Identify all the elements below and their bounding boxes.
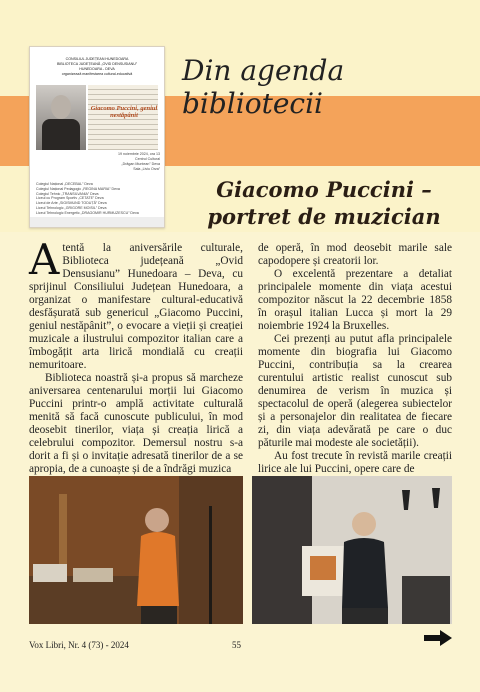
paragraph: Au fost trecute în revistă marile creații lirice ale lui Puccini, opere care de bbox=[258, 450, 452, 475]
poster-header-line: HUNEDOARA - DEVA bbox=[79, 67, 115, 71]
article-title: Giacomo Puccini – portret de muzician bbox=[207, 177, 441, 229]
event-photo-speaker bbox=[29, 476, 243, 624]
poster-info bbox=[90, 152, 160, 172]
poster-title: Giacomo Puccini, geniul nestăpânit bbox=[90, 105, 158, 119]
poster-header-line: CONSILIUL JUDEȚEAN HUNEDOARA bbox=[65, 57, 129, 61]
poster-school: Liceul Tehnologic „GRIGORE MOISIL” Deva bbox=[36, 205, 107, 210]
article-column-right bbox=[258, 242, 452, 476]
puccini-portrait bbox=[36, 85, 86, 150]
poster-school-list bbox=[36, 182, 158, 216]
paragraph: Cei prezenți au putut afla principalele momente din biografia lui Giacomo Puccini, contribuția sa la crearea curentului artistic realist cunoscut sub denumirea de verism în muzica și spectacolul de operă (alegerea subiectelor și a personajelor din realitatea de fiecare zi, din viața adevărată pe care o duc păturile mai modeste ale societății). bbox=[258, 333, 452, 449]
paragraph: O excelentă prezentare a detaliat principalele momente din viața acestui compozitor născut la 22 decembrie 1858 în orașul italian Lucca și mort la 29 noiembrie 1924 la Bruxelles. bbox=[258, 268, 452, 332]
section-title: Din agenda bibliotecii bbox=[182, 54, 345, 120]
next-page-arrow-icon[interactable] bbox=[424, 630, 452, 646]
paragraph-text: tentă la aniversările culturale, Biblioteca județeană „Ovid Densusianu” Hunedoara – Deva, cu sprijinul Consiliului Județean Hunedoara, a organizat o manifestare cultural-educativă desfășurată sub genericul „Giacomo Puccini, geniul nestăpânit”, o evocare a vieții și creației muzicale a ilustrului compozitor italian care a îmbogățit arta lirică mondială cu creații nemuritoare. bbox=[29, 242, 243, 371]
paragraph bbox=[29, 235, 243, 372]
drop-cap: A bbox=[29, 235, 60, 284]
article-column-left bbox=[29, 235, 243, 476]
poster-sponsor-strip bbox=[30, 217, 164, 227]
event-photo-presenter bbox=[252, 476, 452, 624]
page-number: 55 bbox=[232, 640, 241, 650]
poster-info-line: „Drăgan Muntean” Deva bbox=[121, 162, 160, 166]
poster-header-line: organizează manifestarea cultural-educativă bbox=[61, 72, 133, 76]
poster-school: Liceul Tehnologic Energetic „DRAGOMIR HURMUZESCU” Deva bbox=[36, 210, 139, 215]
paragraph: de operă, în mod deosebit marile sale capodopere și creatorii lor. bbox=[258, 242, 452, 267]
poster-school: Liceul cu Program Sportiv „CETATE” Deva bbox=[36, 196, 104, 201]
poster-info-line: Centrul Cultural bbox=[135, 157, 160, 161]
poster-school: Liceul de Arte „SIGISMUND TODUȚĂ” Deva bbox=[36, 201, 107, 206]
poster-header-line: BIBLIOTECA JUDEȚEANĂ „OVID DENSUSIANU” bbox=[56, 62, 138, 66]
poster-school: Colegiul Tehnic „TRANSILVANIA” Deva bbox=[36, 191, 99, 196]
poster-header bbox=[30, 47, 164, 77]
poster-info-line: Sala „Liviu Orza” bbox=[133, 167, 160, 171]
event-poster bbox=[29, 46, 165, 228]
poster-school: Colegiul Național Pedagogic „REGINA MARIA” Deva bbox=[36, 186, 120, 191]
poster-school: Colegiul Național „DECEBAL” Deva bbox=[36, 182, 93, 186]
magazine-footer: Vox Libri, Nr. 4 (73) - 2024 bbox=[29, 640, 129, 650]
paragraph: Biblioteca noastră și-a propus să marcheze aniversarea centenarului morții lui Giacomo Puccini printr-o amplă activitate culturală menită să facă cunoscute publicului, în mod deosebit tinerilor, viața și creația lirică a celebrului compozitor. Demersul nostru s-a dorit a fi și o invitație adresată tinerilor de a se apropia, de a cunoaște și de a îndrăgi muzica bbox=[29, 372, 243, 475]
poster-info-line: 19 noiembrie 2024, ora 13 bbox=[118, 152, 160, 156]
